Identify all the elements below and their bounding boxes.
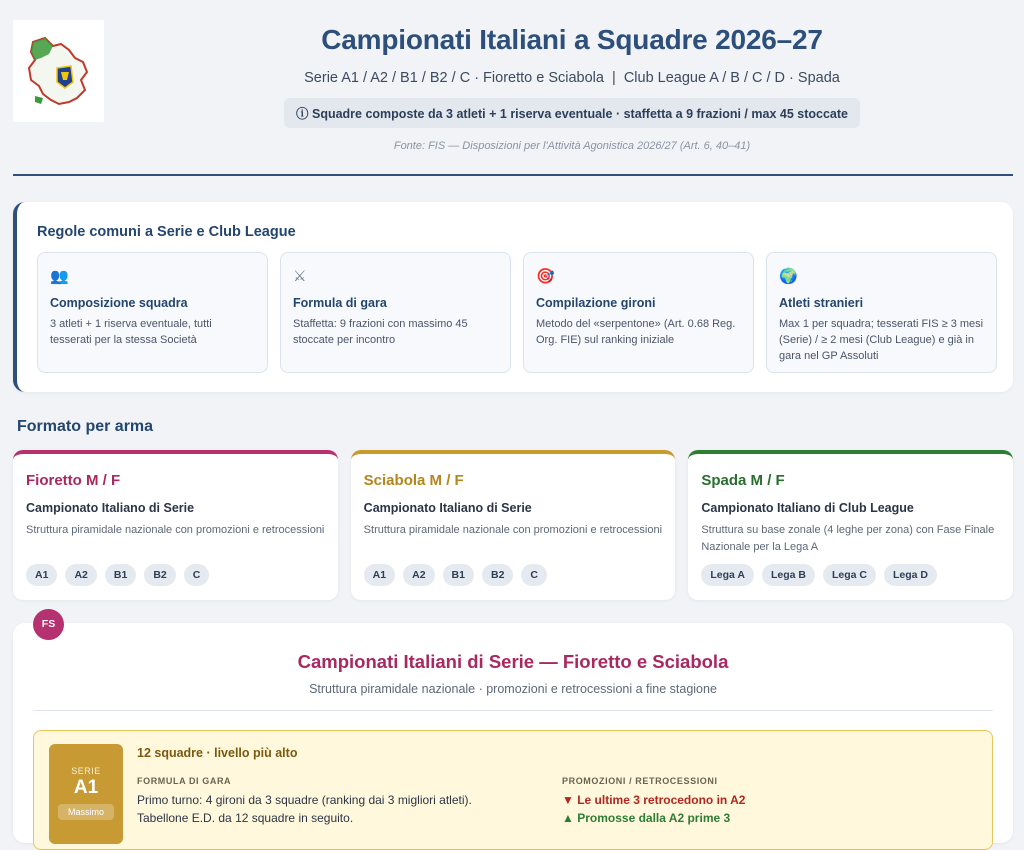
formula-line: Tabellone E.D. da 12 squadre in seguito. xyxy=(137,811,354,825)
page-header xyxy=(120,24,1024,152)
rule-team-composition xyxy=(37,252,268,373)
league-chip: B1 xyxy=(443,564,474,586)
league-chip: C xyxy=(521,564,547,586)
rule-pool-compilation xyxy=(523,252,754,373)
serie-section-title: Campionati Italiani di Serie — Fioretto e Sciabola xyxy=(297,651,729,672)
rule-text: Metodo del «serpentone» (Art. 0.68 Reg. Org. FIE) sul ranking iniziale xyxy=(536,318,736,346)
promotion-line: ▲ Promosse dalla A2 prime 3 xyxy=(562,811,731,825)
target-icon: 🎯 xyxy=(536,268,555,285)
weapon-description: Struttura piramidale nazionale con promozioni e retrocessioni xyxy=(26,524,325,536)
people-icon: 👥 xyxy=(50,268,69,285)
header-divider xyxy=(13,174,1013,176)
common-rules-grid xyxy=(37,252,997,373)
league-chip: Lega A xyxy=(701,564,754,586)
tier-card-a1 xyxy=(33,730,993,850)
tier-headline: 12 squadre · livello più alto xyxy=(137,746,298,760)
page-title: Campionati Italiani a Squadre 2026–27 xyxy=(321,24,823,55)
federation-logo xyxy=(13,20,104,122)
league-chips xyxy=(364,564,663,586)
league-chips xyxy=(26,564,325,586)
common-rules-title: Regole comuni a Serie e Club League xyxy=(37,224,296,240)
rule-title: Composizione squadra xyxy=(50,296,188,310)
weapon-description: Struttura piramidale nazionale con promozioni e retrocessioni xyxy=(363,524,663,536)
weapon-card-spada xyxy=(688,450,1013,600)
weapon-name: Sciabola M / F xyxy=(363,472,464,489)
serie-divider xyxy=(33,710,993,711)
serie-section-subtitle: Struttura piramidale nazionale · promozioni e retrocessioni a fine stagione xyxy=(309,682,717,696)
league-chip: A2 xyxy=(65,564,96,586)
page-subtitle: Serie A1 / A2 / B1 / B2 / C · Fioretto e Sciabola | Club League A / B / C / D · Spada xyxy=(304,70,840,86)
league-chip: B1 xyxy=(105,564,136,586)
source-note: Fonte: FIS — Disposizioni per l'Attività Agonistica 2026/27 (Art. 6, 40–41) xyxy=(393,140,751,152)
league-chips xyxy=(701,564,1000,586)
weapon-card-fioretto xyxy=(13,450,338,600)
tier-badge xyxy=(49,744,123,844)
rule-text: 3 atleti + 1 riserva eventuale, tutti tesserati per la stessa Società xyxy=(50,318,212,346)
weapon-name: Fioretto M / F xyxy=(26,472,121,489)
rule-title: Formula di gara xyxy=(293,296,387,310)
league-chip: Lega D xyxy=(884,564,937,586)
league-chip: Lega C xyxy=(823,564,876,586)
weapon-description: Struttura su base zonale (4 leghe per zona) con Fase Finale Nazionale per la Lega A xyxy=(701,524,995,553)
rule-text: Staffetta: 9 frazioni con massimo 45 stoccate per incontro xyxy=(293,318,468,346)
section-badge-fs: FS xyxy=(33,609,64,640)
info-banner: ⓘ Squadre composte da 3 atleti + 1 riserva eventuale · staffetta a 9 frazioni / max 45 stoccate xyxy=(284,98,860,128)
weapon-name: Spada M / F xyxy=(701,472,785,489)
weapon-championship: Campionato Italiano di Serie xyxy=(26,501,195,515)
rule-text: Max 1 per squadra; tesserati FIS ≥ 3 mesi (Serie) / ≥ 2 mesi (Club League) e già in gara nel GP Assoluti xyxy=(779,318,984,362)
league-chip: C xyxy=(184,564,210,586)
weapon-championship: Campionato Italiano di Club League xyxy=(701,501,914,515)
league-chip: A1 xyxy=(26,564,57,586)
tier-badge-level: A1 xyxy=(73,777,99,798)
section-title-formato: Formato per arma xyxy=(17,418,154,435)
globe-icon: 🌍 xyxy=(779,268,798,285)
tuscany-map-logo-icon xyxy=(13,20,104,122)
rule-foreign-athletes xyxy=(766,252,997,373)
promotions-label: PROMOZIONI / RETROCESSIONI xyxy=(562,776,718,786)
league-chip: A2 xyxy=(403,564,434,586)
league-chip: B2 xyxy=(482,564,513,586)
weapon-championship: Campionato Italiano di Serie xyxy=(363,501,532,515)
rule-title: Compilazione gironi xyxy=(536,296,656,310)
relegation-line: ▼ Le ultime 3 retrocedono in A2 xyxy=(562,793,746,807)
formula-line: Primo turno: 4 gironi da 3 squadre (ranking dai 3 migliori atleti). xyxy=(137,793,472,807)
tier-badge-label: SERIE xyxy=(71,766,101,776)
common-rules-card xyxy=(13,202,1013,392)
weapon-cards xyxy=(13,450,1013,600)
league-chip: B2 xyxy=(144,564,175,586)
tier-badge-foot: Massimo xyxy=(58,804,114,820)
rule-title: Atleti stranieri xyxy=(779,296,864,310)
league-chip: A1 xyxy=(364,564,395,586)
crossed-swords-icon: ⚔ xyxy=(293,268,307,285)
formula-label: FORMULA DI GARA xyxy=(137,776,232,786)
weapon-card-sciabola xyxy=(351,450,676,600)
league-chip: Lega B xyxy=(762,564,815,586)
serie-section-card xyxy=(13,623,1013,843)
rule-competition-format xyxy=(280,252,511,373)
